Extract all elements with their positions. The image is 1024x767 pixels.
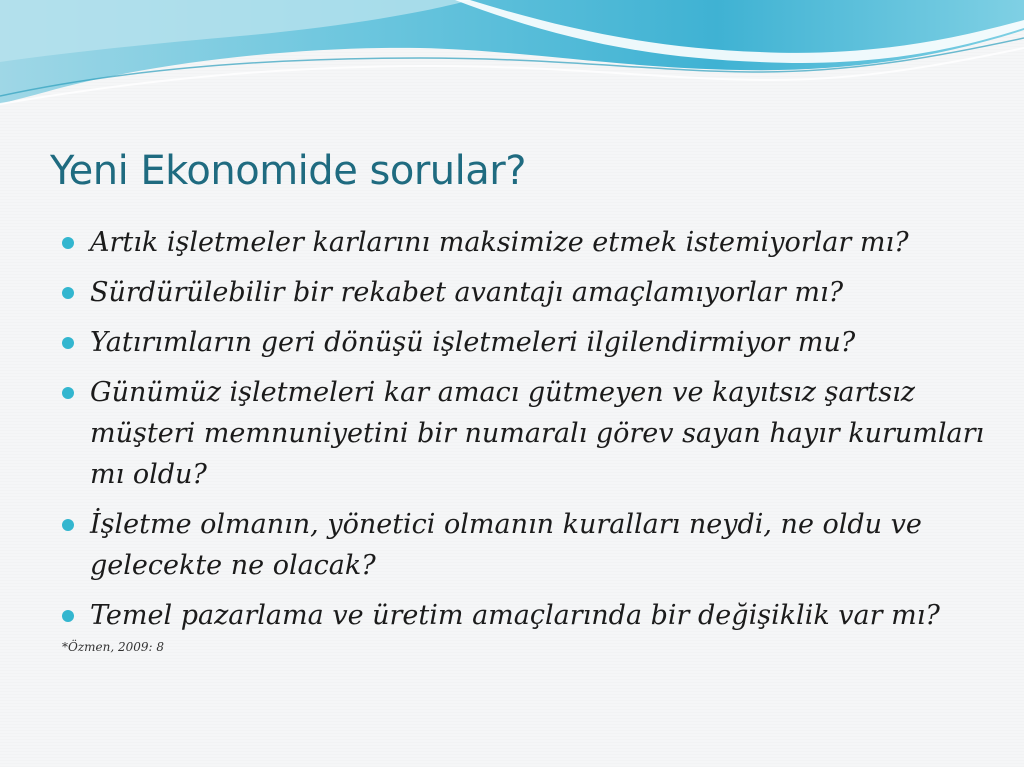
bullet-dot-icon (62, 287, 74, 299)
bullet-item (62, 222, 1002, 263)
bullet-text: Yatırımların geri dönüşü işletmeleri ilgilendirmiyor mu? (90, 327, 856, 358)
bullet-item (62, 272, 1002, 313)
bullet-dot-icon (62, 337, 74, 349)
bullet-text: Artık işletmeler karlarını maksimize etmek istemiyorlar mı? (90, 227, 909, 258)
bullet-list (62, 222, 1002, 645)
bullet-item (62, 322, 1002, 363)
bullet-dot-icon (62, 237, 74, 249)
bullet-text: Temel pazarlama ve üretim amaçlarında bir değişiklik var mı? (90, 600, 940, 631)
citation: *Özmen, 2009: 8 (62, 640, 165, 654)
bullet-item (62, 504, 1002, 586)
bullet-text: Sürdürülebilir bir rekabet avantajı amaçlamıyorlar mı? (90, 277, 844, 308)
bullet-item (62, 372, 1002, 495)
bullet-text: İşletme olmanın, yönetici olmanın kuralları neydi, ne oldu ve gelecekte ne olacak? (90, 509, 922, 581)
bullet-text: Günümüz işletmeleri kar amacı gütmeyen ve kayıtsız şartsız müşteri memnuniyetini bir numaralı görev sayan hayır kurumları mı oldu? (90, 377, 985, 490)
bullet-dot-icon (62, 610, 74, 622)
slide-title: Yeni Ekonomide sorular? (50, 148, 526, 194)
header-wave-decoration (0, 0, 1024, 120)
bullet-dot-icon (62, 519, 74, 531)
bullet-dot-icon (62, 387, 74, 399)
bullet-item (62, 595, 1002, 636)
